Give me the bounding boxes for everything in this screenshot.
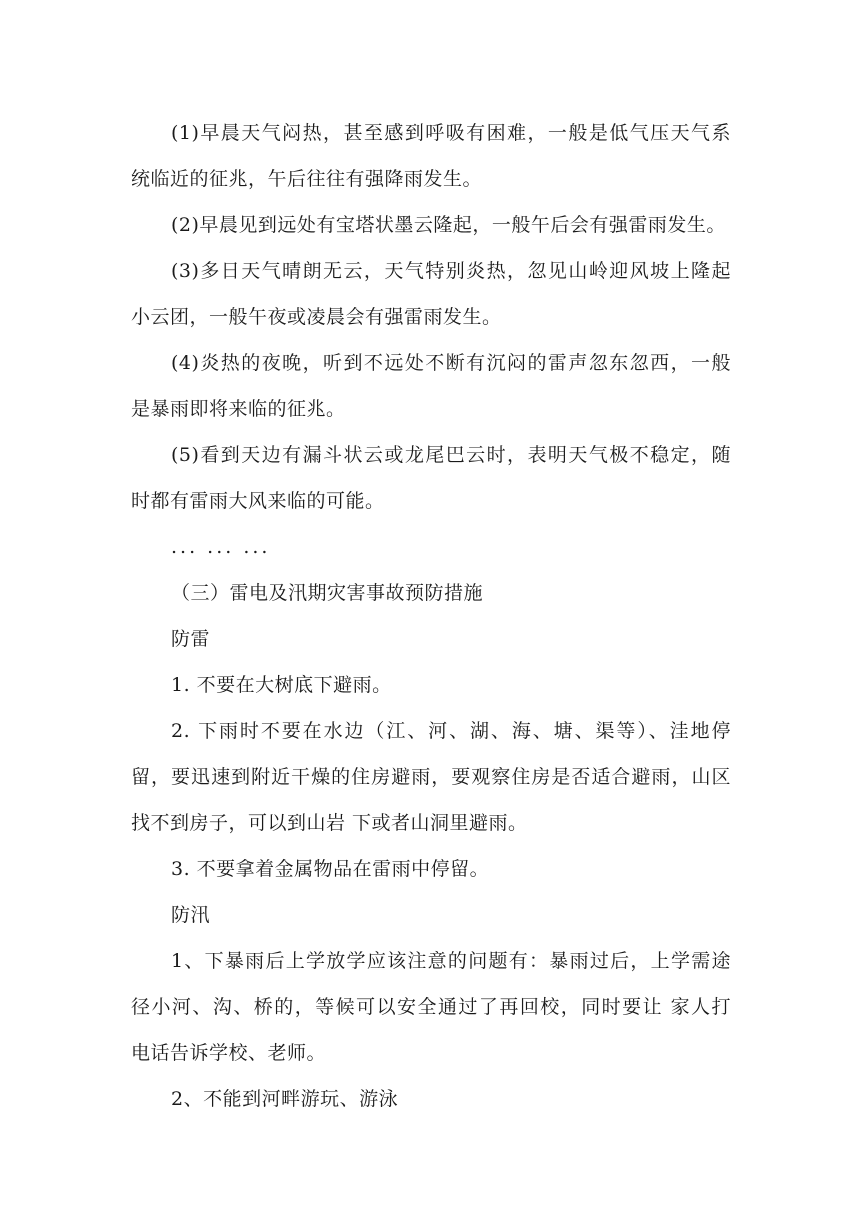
- paragraph-sign-1-line-1: (1)早晨天气闷热，甚至感到呼吸有困难，一般是低气压天气系: [171, 122, 731, 144]
- lightning-item-3: 3. 不要拿着金属物品在雷雨中停留。: [171, 858, 490, 880]
- lightning-item-1: 1. 不要在大树底下避雨。: [171, 674, 392, 696]
- flood-item-1-line-1: 1、下暴雨后上学放学应该注意的问题有：暴雨过后，上学需途: [171, 950, 731, 972]
- ellipsis: ... ... ...: [171, 536, 271, 558]
- paragraph-sign-4-line-1: (4)炎热的夜晚，听到不远处不断有沉闷的雷声忽东忽西，一般: [171, 352, 731, 374]
- flood-item-1-line-2: 径小河、沟、桥的，等候可以安全通过了再回校，同时要让 家人打: [131, 996, 731, 1018]
- subheading-flood: 防汛: [171, 904, 211, 926]
- paragraph-sign-3-line-2: 小云团，一般午夜或凌晨会有强雷雨发生。: [131, 306, 502, 328]
- flood-item-1-line-3: 电话告诉学校、老师。: [131, 1042, 327, 1064]
- lightning-item-2-line-1: 2. 下雨时不要在水边（江、河、湖、海、塘、渠等）、洼地停: [171, 720, 731, 742]
- document-body: [131, 110, 731, 1122]
- paragraph-sign-3-line-1: (3)多日天气晴朗无云，天气特别炎热，忽见山岭迎风坡上隆起: [171, 260, 731, 282]
- paragraph-sign-5-line-2: 时都有雷雨大风来临的可能。: [131, 490, 385, 512]
- flood-item-2: 2、不能到河畔游玩、游泳: [171, 1088, 399, 1110]
- paragraph-sign-5-line-1: (5)看到天边有漏斗状云或龙尾巴云时，表明天气极不稳定，随: [171, 444, 731, 466]
- subheading-lightning: 防雷: [171, 628, 211, 650]
- paragraph-sign-2: (2)早晨见到远处有宝塔状墨云隆起，一般午后会有强雷雨发生。: [171, 214, 726, 236]
- lightning-item-2-line-3: 找不到房子，可以到山岩 下或者山洞里避雨。: [131, 812, 528, 834]
- section-heading: （三）雷电及汛期灾害事故预防措施: [171, 582, 484, 604]
- lightning-item-2-line-2: 留，要迅速到附近干燥的住房避雨，要观察住房是否适合避雨，山区: [131, 766, 731, 788]
- paragraph-sign-4-line-2: 是暴雨即将来临的征兆。: [131, 398, 346, 420]
- paragraph-sign-1-line-2: 统临近的征兆，午后往往有强降雨发生。: [131, 168, 483, 190]
